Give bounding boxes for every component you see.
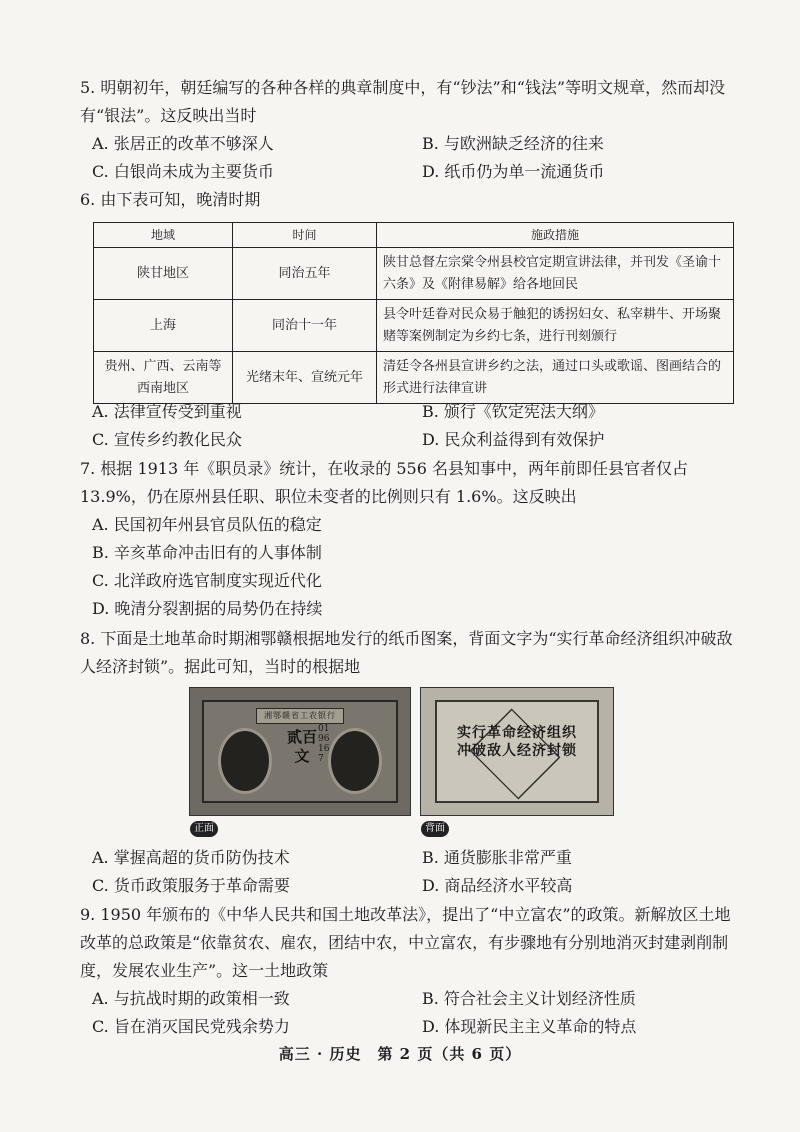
banknote-serial: 0196167 <box>318 724 330 764</box>
q6-option-c: C. 宣传乡约教化民众 <box>92 430 242 449</box>
q7-option-b: B. 辛亥革命冲击旧有的人事体制 <box>92 543 322 562</box>
q8-option-a: A. 掌握高超的货币防伪技术 <box>92 848 290 867</box>
page-footer: 高三 · 历史 第 2 页（共 6 页） <box>278 1045 522 1063</box>
table-header-row <box>94 223 734 248</box>
table-cell: 上海 <box>94 300 233 352</box>
table-cell: 同治十一年 <box>233 300 377 352</box>
question-9-stem: 9. 1950 年颁布的《中华人民共和国土地改革法》，提出了“中立富农”的政策。新解放区土地改革的总政策是“依靠贫农、雇农，团结中农，中立富农，有步骤地有分别地消灭封建剥削制度，发展农业生产”。这一土地政策 <box>80 905 731 980</box>
q6-option-b: B. 颁行《钦定宪法大纲》 <box>422 402 604 421</box>
banknote-emblem-right <box>328 728 382 794</box>
table-cell: 陕甘总督左宗棠令州县校官定期宣讲法律，并刊发《圣谕十六条》及《附律易解》给各地回民 <box>377 248 734 300</box>
q9-option-a: A. 与抗战时期的政策相一致 <box>92 989 290 1008</box>
q9-option-d: D. 体现新民主主义革命的特点 <box>422 1017 637 1036</box>
table-row <box>94 248 734 300</box>
q6-option-a: A. 法律宣传受到重视 <box>92 402 242 421</box>
q5-option-d: D. 纸币仍为单一流通货币 <box>422 162 605 181</box>
question-7-options <box>92 511 732 623</box>
q5-option-b: B. 与欧洲缺乏经济的往来 <box>422 134 604 153</box>
q7-option-c: C. 北洋政府选官制度实现近代化 <box>92 571 322 590</box>
banknote-back-border <box>435 700 599 803</box>
table-header-region: 地域 <box>94 223 233 248</box>
back-label: 背面 <box>421 821 449 837</box>
question-6-options <box>92 398 732 454</box>
q7-option-d: D. 晚清分裂割据的局势仍在持续 <box>92 599 323 618</box>
table-cell: 县令叶廷眷对民众易于触犯的诱拐妇女、私宰耕牛、开场聚赌等案例制定为乡约七条，进行刊刻颁行 <box>377 300 734 352</box>
table-cell: 同治五年 <box>233 248 377 300</box>
question-8-options <box>92 844 732 900</box>
banknote-front-title: 湘鄂赣省工农银行 <box>256 708 344 724</box>
table-cell: 陕甘地区 <box>94 248 233 300</box>
question-6-table <box>93 222 734 404</box>
q9-option-b: B. 符合社会主义计划经济性质 <box>422 989 636 1008</box>
table-cell: 光绪末年、宣统元年 <box>233 352 377 404</box>
question-7-stem: 7. 根据 1913 年《职员录》统计，在收录的 556 名县知事中，两年前即任县官者仅占 13.9%，仍在原州县任职、职位未变者的比例则只有 1.6%。这反映出 <box>80 459 688 506</box>
table-cell: 清廷令各州县宣讲乡约之法，通过口头或歌谣、图画结合的形式进行法律宣讲 <box>377 352 734 404</box>
q6-option-d: D. 民众利益得到有效保护 <box>422 430 605 449</box>
table-header-time: 时间 <box>233 223 377 248</box>
question-6-stem: 6. 由下表可知，晚清时期 <box>80 190 261 209</box>
banknote-back-slogan: 实行革命经济组织冲破敌人经济封锁 <box>457 725 577 759</box>
table-row <box>94 352 734 404</box>
q7-option-a: A. 民国初年州县官员队伍的稳定 <box>92 515 322 534</box>
table-header-measures: 施政措施 <box>377 223 734 248</box>
front-label: 正面 <box>190 821 218 837</box>
q9-option-c: C. 旨在消灭国民党残余势力 <box>92 1017 290 1036</box>
banknote-front-border <box>202 700 398 803</box>
question-5-stem: 5. 明朝初年，朝廷编写的各种各样的典章制度中，有“钞法”和“钱法”等明文规章，然而却没有“银法”。这反映出当时 <box>80 78 726 125</box>
q5-option-a: A. 张居正的改革不够深人 <box>92 134 274 153</box>
banknote-emblem-left <box>218 728 272 794</box>
q8-option-b: B. 通货膨胀非常严重 <box>422 848 572 867</box>
q8-option-c: C. 货币政策服务于革命需要 <box>92 876 290 895</box>
question-5-options <box>92 130 732 186</box>
banknote-back-image <box>420 687 614 816</box>
banknote-denomination: 贰百文 <box>286 728 317 765</box>
q8-option-d: D. 商品经济水平较高 <box>422 876 573 895</box>
question-9-options <box>92 985 732 1041</box>
table-cell: 贵州、广西、云南等西南地区 <box>94 352 233 404</box>
banknote-front-image <box>189 687 411 816</box>
question-8-stem: 8. 下面是土地革命时期湘鄂赣根据地发行的纸币图案，背面文字为“实行革命经济组织冲破敌人经济封锁”。据此可知，当时的根据地 <box>80 629 733 676</box>
table-row <box>94 300 734 352</box>
q5-option-c: C. 白银尚未成为主要货币 <box>92 162 274 181</box>
